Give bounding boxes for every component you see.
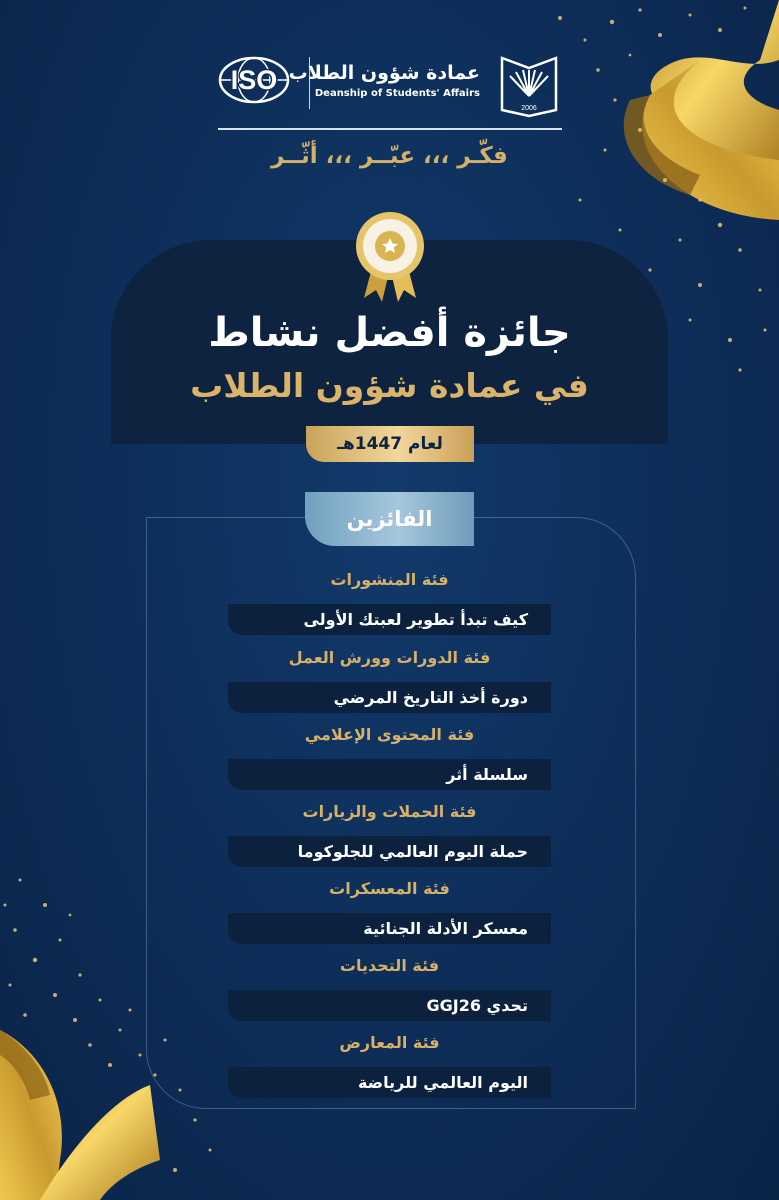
header-divider bbox=[218, 128, 562, 130]
category-label: فئة الدورات وورش العمل bbox=[288, 648, 491, 667]
winner-item: اليوم العالمي للرياضة bbox=[228, 1067, 551, 1098]
category-label: فئة المعارض bbox=[339, 1033, 440, 1052]
category-label: فئة المعسكرات bbox=[329, 879, 450, 898]
award-year-badge: لعام 1447هـ bbox=[306, 426, 474, 462]
winner-item: تحدي GGJ26 bbox=[228, 990, 551, 1021]
gold-ribbon-top bbox=[624, 0, 779, 220]
deanship-arabic-name: عمادة شؤون الطلاب bbox=[288, 62, 480, 84]
winners-heading: الفائزين bbox=[305, 492, 474, 546]
slogan: فكّـر ،،، عبّــر ،،، أثّــر bbox=[271, 143, 508, 169]
university-year: 2006 bbox=[521, 105, 537, 112]
iso-text: ISO bbox=[230, 65, 278, 95]
winner-item: كيف تبدأ تطوير لعبتك الأولى bbox=[228, 604, 551, 635]
iso-logo bbox=[214, 55, 294, 105]
award-title: جائزة أفضل نشاط bbox=[208, 310, 571, 356]
award-subtitle: في عمادة شؤون الطلاب bbox=[190, 366, 589, 405]
category-label: فئة المحتوى الإعلامي bbox=[304, 725, 475, 744]
category-label: فئة المنشورات bbox=[330, 570, 449, 589]
winner-item: سلسلة أثر bbox=[228, 759, 551, 790]
medal-icon bbox=[352, 210, 428, 306]
gold-ribbon-bottom bbox=[0, 1030, 160, 1200]
category-label: فئة الحملات والزيارات bbox=[302, 802, 477, 821]
deanship-english-name: Deanship of Students' Affairs bbox=[314, 88, 480, 99]
university-logo bbox=[496, 52, 562, 118]
category-label: فئة التحديات bbox=[339, 956, 440, 975]
winner-item: معسكر الأدلة الجنائية bbox=[228, 913, 551, 944]
winner-item: حملة اليوم العالمي للجلوكوما bbox=[228, 836, 551, 867]
winner-item: دورة أخذ التاريخ المرضي bbox=[228, 682, 551, 713]
